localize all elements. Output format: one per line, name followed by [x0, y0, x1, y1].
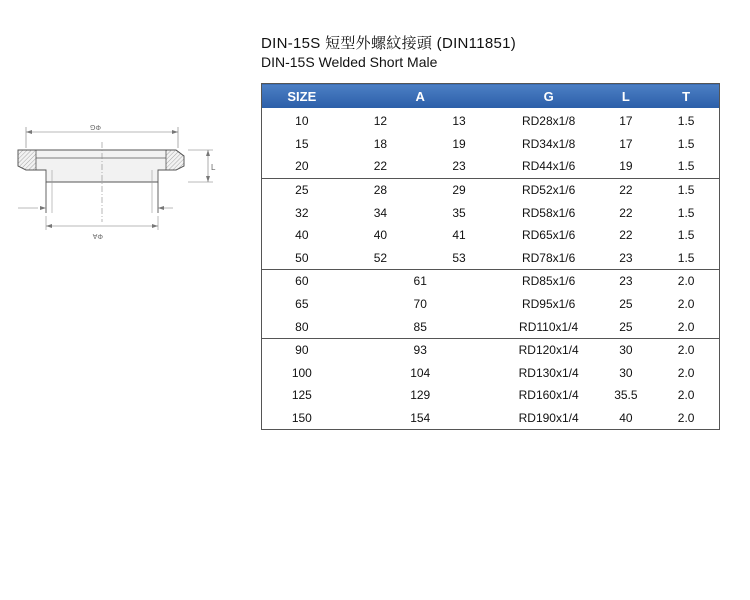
- cell-t: 2.0: [653, 270, 719, 293]
- cell-a: 23: [452, 159, 466, 174]
- cell-g: RD120x1/4: [499, 338, 599, 361]
- cell-t: 2.0: [677, 365, 695, 380]
- cell-t: 2.0: [677, 319, 695, 334]
- table-row: [262, 338, 720, 361]
- cell-g: RD34x1/8: [521, 136, 576, 151]
- cell-a: 93: [342, 338, 499, 361]
- cell-l: 40: [619, 411, 633, 426]
- cell-t: 1.5: [677, 250, 695, 265]
- cell-g: RD85x1/6: [499, 270, 599, 293]
- cell-g: RD130x1/4: [518, 365, 579, 380]
- cell-t: 1.5: [677, 136, 695, 151]
- cell-g: RD52x1/6: [499, 178, 599, 201]
- cell-l: 19: [619, 159, 633, 174]
- product-title-english: DIN-15S Welded Short Male: [261, 54, 438, 70]
- specification-table: [261, 83, 720, 430]
- cell-size: 20: [295, 159, 309, 174]
- cell-size: 25: [262, 178, 342, 201]
- header-size: SIZE: [262, 84, 342, 109]
- cell-a: 13: [452, 114, 466, 129]
- cell-l: 17: [619, 136, 633, 151]
- table-header-row: [262, 84, 720, 109]
- cell-a: 12: [373, 114, 388, 129]
- cell-l: 35.5: [614, 388, 638, 403]
- cell-t: 1.5: [677, 114, 695, 129]
- cell-t: 1.5: [677, 205, 695, 220]
- cell-a: 18: [373, 136, 388, 151]
- table-row: [262, 201, 720, 224]
- table-row: [262, 224, 720, 247]
- cell-size: 40: [295, 228, 309, 243]
- table-row: [262, 133, 720, 156]
- cell-size: 80: [295, 319, 309, 334]
- cell-a: 129: [410, 388, 431, 403]
- cell-a: 61: [342, 270, 499, 293]
- cell-size: 10: [295, 114, 309, 129]
- cell-a: 85: [413, 319, 427, 334]
- cell-size: 150: [291, 411, 312, 426]
- table-row: [262, 270, 720, 293]
- cell-l: 25: [619, 297, 633, 312]
- cell-a: 154: [410, 411, 431, 426]
- cell-t: 2.0: [677, 297, 695, 312]
- dimension-label-g: ΦG: [89, 123, 101, 130]
- technical-drawing: [8, 118, 220, 248]
- cell-a: 22: [373, 159, 388, 174]
- cell-l: 30: [619, 365, 633, 380]
- cell-a: 53: [452, 250, 466, 265]
- cell-a: 34: [373, 205, 388, 220]
- cell-a: 35: [452, 205, 466, 220]
- header-a: A: [342, 84, 499, 109]
- table-row: [262, 362, 720, 385]
- cell-l: 23: [619, 250, 633, 265]
- cell-g: RD95x1/6: [521, 297, 576, 312]
- cell-t: 1.5: [677, 228, 695, 243]
- cell-a: 70: [413, 297, 427, 312]
- cell-g: RD65x1/6: [521, 228, 576, 243]
- cell-size: 60: [262, 270, 342, 293]
- title-block: [261, 34, 516, 72]
- table-row: [262, 108, 720, 133]
- cell-size: 32: [295, 205, 309, 220]
- cell-g: RD78x1/6: [521, 250, 576, 265]
- table-row: [262, 293, 720, 316]
- cell-size: 125: [291, 388, 312, 403]
- table-row: [262, 384, 720, 407]
- table-row: [262, 178, 720, 201]
- table-row: [262, 155, 720, 178]
- cell-t: 1.5: [677, 159, 695, 174]
- cell-g: RD160x1/4: [518, 388, 579, 403]
- cell-l: 22: [599, 178, 654, 201]
- cell-g: RD190x1/4: [518, 411, 579, 426]
- cell-a: 52: [373, 250, 388, 265]
- header-l: L: [599, 84, 654, 109]
- cell-a: 40: [373, 228, 388, 243]
- cell-t: 1.5: [653, 178, 719, 201]
- cell-a: 19: [452, 136, 466, 151]
- cell-a: 104: [410, 365, 431, 380]
- cell-t: 2.0: [653, 338, 719, 361]
- cell-a: 28: [342, 178, 420, 201]
- dimension-label-l: L: [211, 163, 216, 172]
- cell-size: 90: [262, 338, 342, 361]
- cell-size: 15: [295, 136, 309, 151]
- cell-l: 22: [619, 228, 633, 243]
- table-row: [262, 315, 720, 338]
- cell-l: 22: [619, 205, 633, 220]
- cell-g: RD110x1/4: [519, 319, 579, 334]
- cell-a: 29: [419, 178, 499, 201]
- cell-l: 17: [619, 114, 633, 129]
- header-g: G: [499, 84, 599, 109]
- cell-t: 2.0: [677, 388, 695, 403]
- cell-a: 41: [452, 228, 466, 243]
- table-row: [262, 247, 720, 270]
- table-row: [262, 407, 720, 430]
- cell-size: 100: [291, 365, 312, 380]
- cell-l: 25: [619, 319, 633, 334]
- cell-g: RD44x1/6: [521, 159, 576, 174]
- cell-l: 30: [599, 338, 654, 361]
- cell-size: 65: [295, 297, 309, 312]
- cell-g: RD58x1/6: [521, 205, 576, 220]
- cell-g: RD28x1/8: [521, 114, 576, 129]
- dimension-label-a: ΦA: [92, 232, 103, 239]
- cell-l: 23: [599, 270, 654, 293]
- product-title-chinese: DIN-15S 短型外螺紋接頭 (DIN11851): [261, 35, 517, 52]
- header-t: T: [653, 84, 719, 109]
- cell-size: 50: [295, 250, 309, 265]
- cell-t: 2.0: [677, 411, 695, 426]
